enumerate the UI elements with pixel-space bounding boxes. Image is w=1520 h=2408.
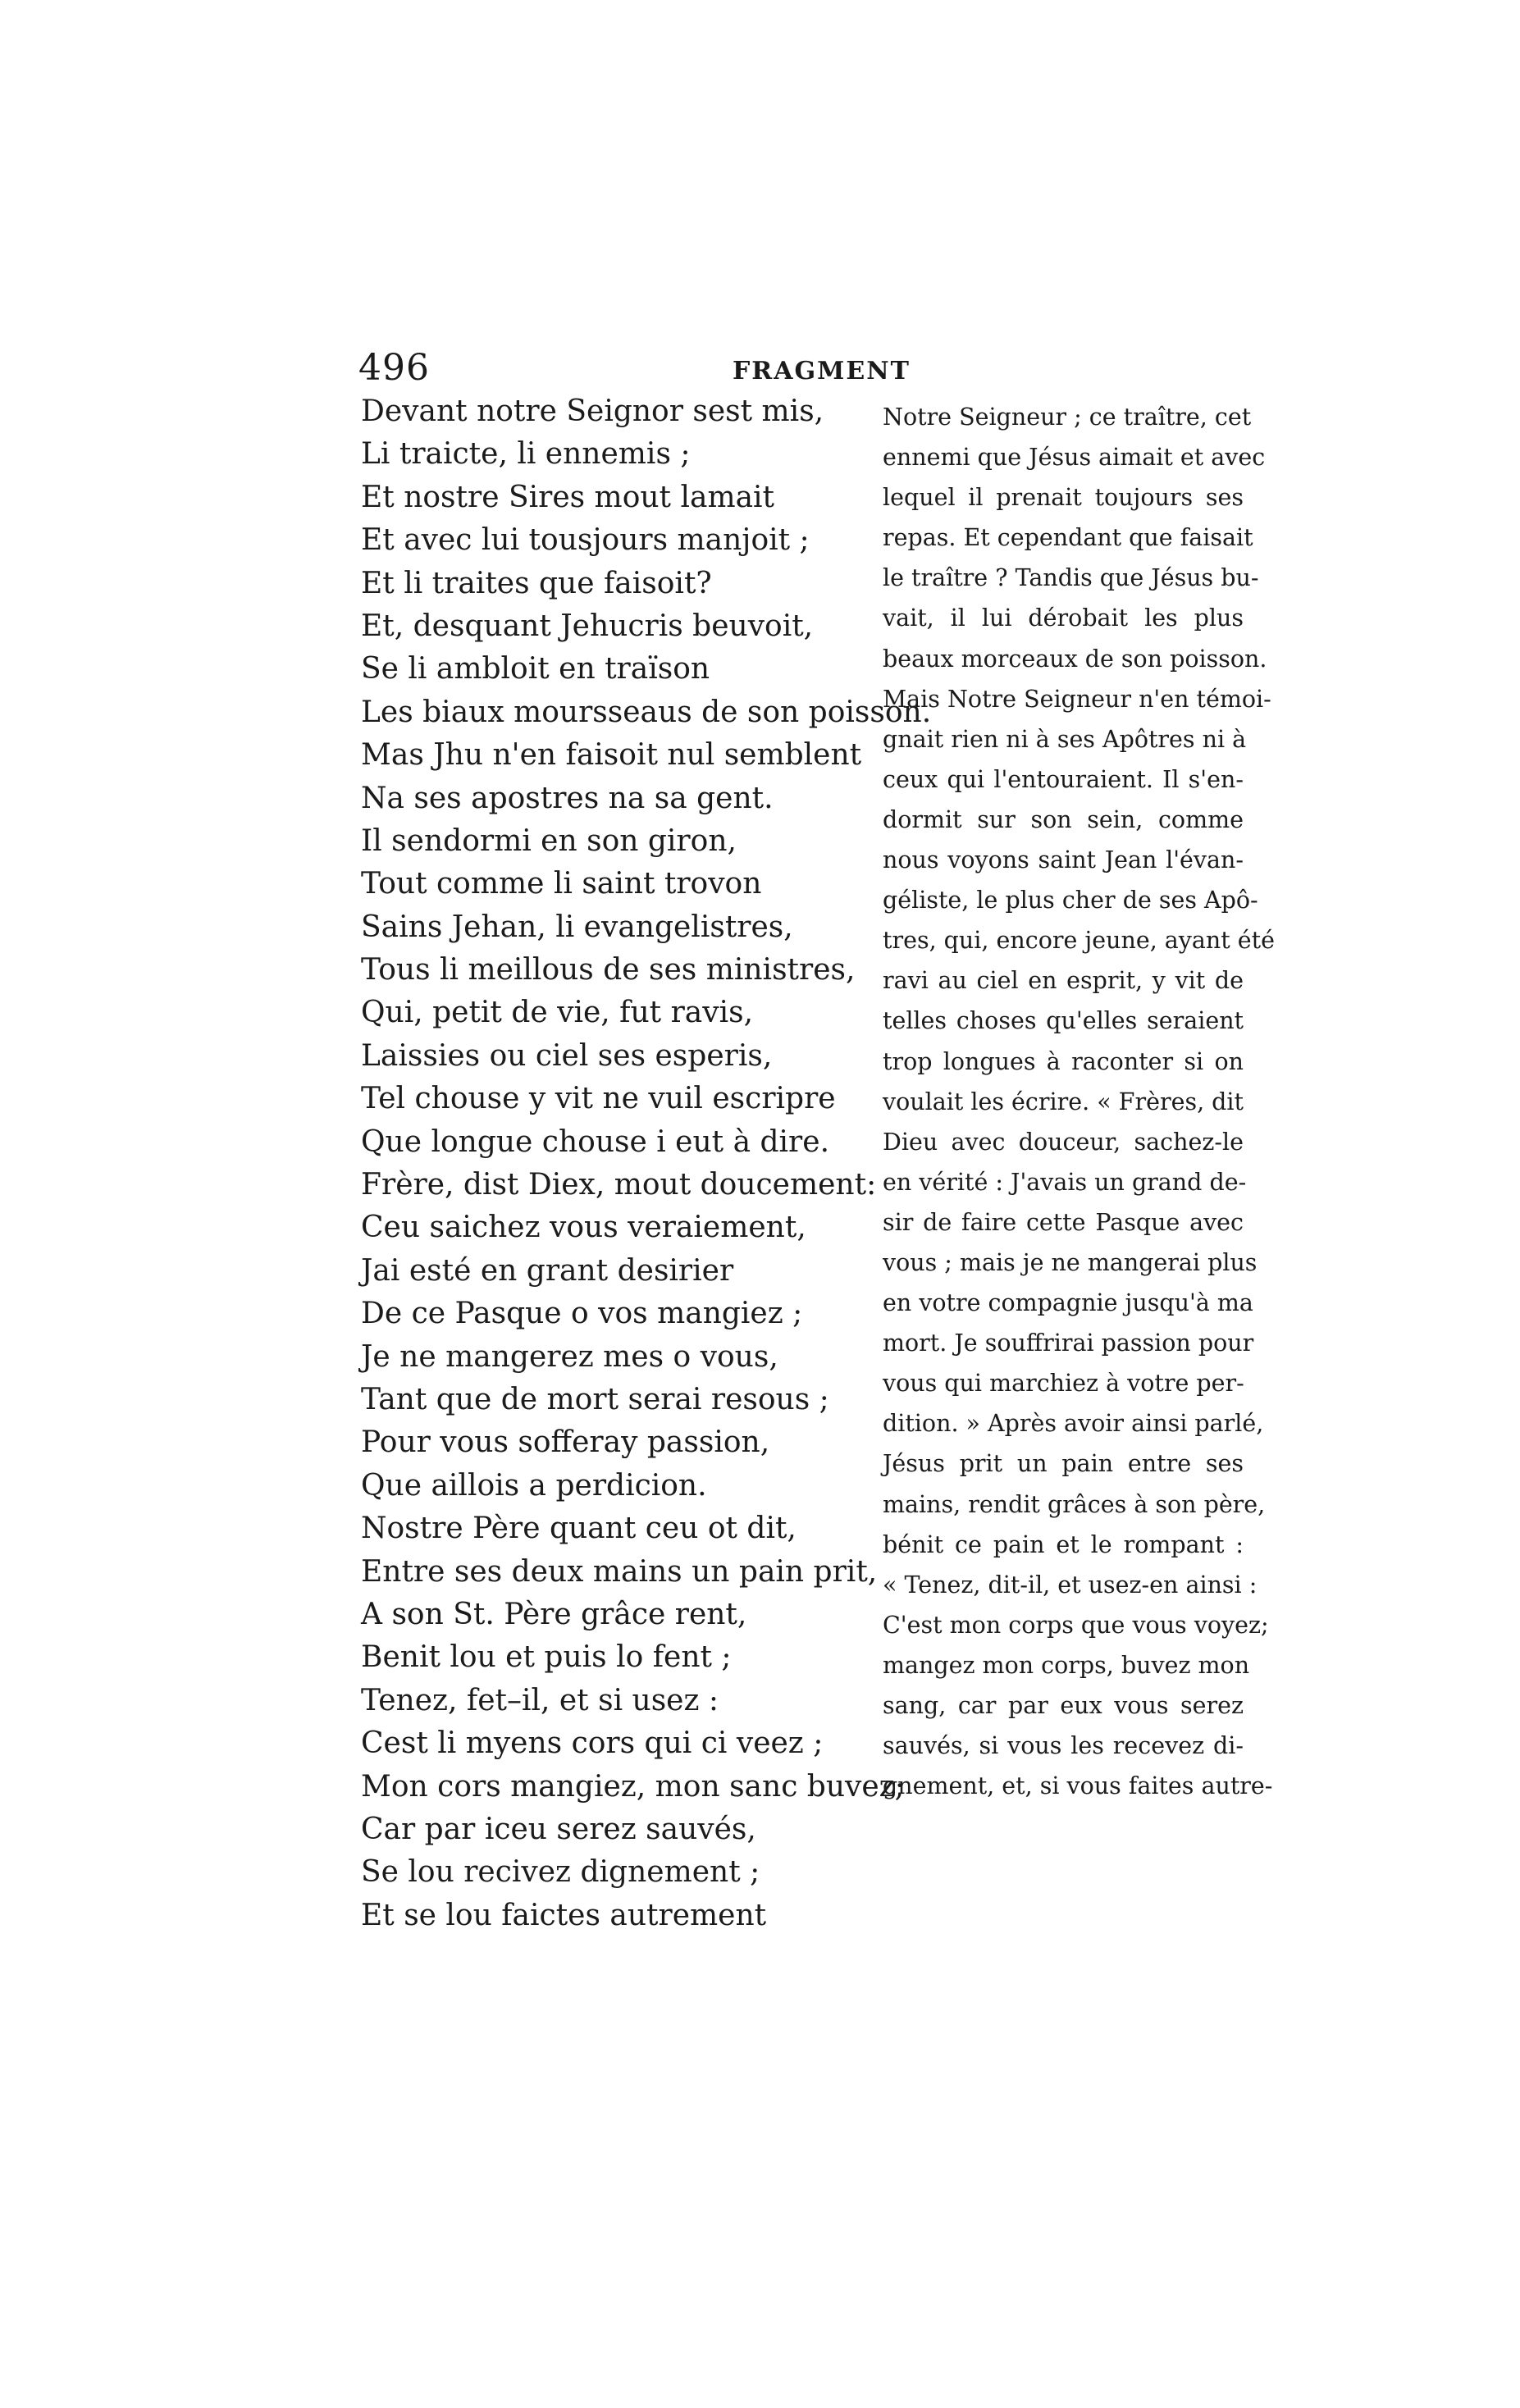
verse-line: Car par iceu serez sauvés,: [361, 1812, 756, 1846]
translation-line: bénit ce pain et le rompant :: [883, 1530, 1244, 1558]
translation-line: tres, qui, encore jeune, ayant été: [883, 927, 1275, 955]
translation-line: gnait rien ni à ses Apôtres ni à: [883, 725, 1247, 753]
translation-line: mains, rendit grâces à son père,: [883, 1490, 1266, 1518]
translation-line: ennemi que Jésus aimait et avec: [883, 444, 1266, 472]
translation-line: ravi au ciel en esprit, y vit de: [883, 967, 1244, 995]
verse-line: Frère, dist Diex, mout doucement:: [361, 1168, 877, 1202]
verse-line: A son St. Père grâce rent,: [361, 1597, 747, 1631]
verse-line: Qui, petit de vie, fut ravis,: [361, 996, 754, 1030]
verse-line: Sains Jehan, li evangelistres,: [361, 910, 793, 944]
verse-line: Il sendormi en son giron,: [361, 823, 737, 858]
translation-line: « Tenez, dit-il, et usez-en ainsi :: [883, 1571, 1258, 1598]
translation-line: Dieu avec douceur, sachez-le: [883, 1128, 1244, 1156]
verse-line: Et avec lui tousjours manjoit ;: [361, 523, 810, 558]
verse-line: Laissies ou ciel ses esperis,: [361, 1038, 773, 1073]
translation-line: vous ; mais je ne mangerai plus: [883, 1248, 1258, 1276]
old-french-verse-column: [361, 390, 932, 1937]
translation-line: telles choses qu'elles seraient: [883, 1007, 1244, 1035]
verse-line: Et li traites que faisoit?: [361, 566, 712, 600]
verse-line: Jai esté en grant desirier: [361, 1253, 734, 1288]
translation-line: mangez mon corps, buvez mon: [883, 1651, 1250, 1679]
verse-line: Tant que de mort serai resous ;: [361, 1382, 829, 1416]
translation-line: repas. Et cependant que faisait: [883, 524, 1253, 552]
translation-line: mort. Je souffrirai passion pour: [883, 1329, 1254, 1357]
translation-line: Jésus prit un pain entre ses: [883, 1450, 1244, 1478]
translation-line: ceux qui l'entouraient. Il s'en-: [883, 765, 1244, 793]
verse-line: De ce Pasque o vos mangiez ;: [361, 1297, 803, 1331]
translation-line: en votre compagnie jusqu'à ma: [883, 1289, 1253, 1317]
translation-line: voulait les écrire. « Frères, dit: [883, 1088, 1244, 1115]
verse-line: Tenez, fet–il, et si usez :: [361, 1683, 719, 1717]
verse-line: Cest li myens cors qui ci veez ;: [361, 1726, 824, 1761]
translation-line: sang, car par eux vous serez: [883, 1692, 1244, 1719]
verse-line: Benit lou et puis lo fent ;: [361, 1640, 732, 1675]
translation-line: trop longues à raconter si on: [883, 1047, 1244, 1075]
page-number: 496: [358, 347, 430, 389]
verse-line: Devant notre Seignor sest mis,: [361, 394, 824, 428]
translation-line: lequel il prenait toujours ses: [883, 484, 1244, 512]
verse-line: Mas Jhu n'en faisoit nul semblent: [361, 738, 862, 773]
translation-line: gnement, et, si vous faites autre-: [883, 1772, 1273, 1800]
running-head: FRAGMENT: [733, 357, 911, 385]
translation-line: en vérité : J'avais un grand de-: [883, 1168, 1247, 1196]
verse-line: Et nostre Sires mout lamait: [361, 480, 775, 514]
verse-line: Les biaux moursseaus de son poisson.: [361, 695, 932, 729]
translation-line: beaux morceaux de son poisson.: [883, 645, 1267, 673]
translation-line: sir de faire cette Pasque avec: [883, 1208, 1244, 1236]
translation-line: Notre Seigneur ; ce traître, cet: [883, 404, 1252, 431]
modern-french-translation-column: [883, 397, 1275, 1806]
verse-line: Pour vous sofferay passion,: [361, 1425, 770, 1460]
verse-line: Tel chouse y vit ne vuil escripre: [361, 1082, 836, 1116]
translation-line: dormit sur son sein, comme: [883, 805, 1244, 833]
verse-line: Entre ses deux mains un pain prit,: [361, 1554, 878, 1589]
translation-line: géliste, le plus cher de ses Apô-: [883, 887, 1258, 914]
verse-line: Nostre Père quant ceu ot dit,: [361, 1512, 797, 1546]
verse-line: Na ses apostres na sa gent.: [361, 781, 774, 815]
translation-line: sauvés, si vous les recevez di-: [883, 1732, 1244, 1760]
verse-line: Ceu saichez vous veraiement,: [361, 1211, 806, 1245]
translation-line: C'est mon corps que vous voyez;: [883, 1611, 1269, 1639]
verse-line: Tout comme li saint trovon: [361, 867, 762, 901]
translation-line: vait, il lui dérobait les plus: [883, 604, 1244, 632]
verse-line: Et se lou faictes autrement: [361, 1898, 767, 1932]
verse-line: Et, desquant Jehucris beuvoit,: [361, 609, 814, 643]
verse-line: Li traicte, li ennemis ;: [361, 437, 691, 472]
translation-line: le traître ? Tandis que Jésus bu-: [883, 564, 1259, 592]
verse-line: Mon cors mangiez, mon sanc buvez;: [361, 1769, 905, 1804]
translation-line: nous voyons saint Jean l'évan-: [883, 846, 1244, 874]
verse-line: Se li ambloit en traïson: [361, 652, 710, 686]
verse-line: Se lou recivez dignement ;: [361, 1855, 760, 1890]
verse-line: Que longue chouse i eut à dire.: [361, 1124, 830, 1159]
translation-line: dition. » Après avoir ainsi parlé,: [883, 1410, 1264, 1438]
translation-line: Mais Notre Seigneur n'en témoi-: [883, 685, 1271, 713]
verse-line: Tous li meillous de ses ministres,: [361, 953, 856, 987]
verse-line: Je ne mangerez mes o vous,: [361, 1339, 778, 1374]
verse-line: Que aillois a perdicion.: [361, 1468, 707, 1503]
translation-line: vous qui marchiez à votre per-: [883, 1370, 1244, 1398]
